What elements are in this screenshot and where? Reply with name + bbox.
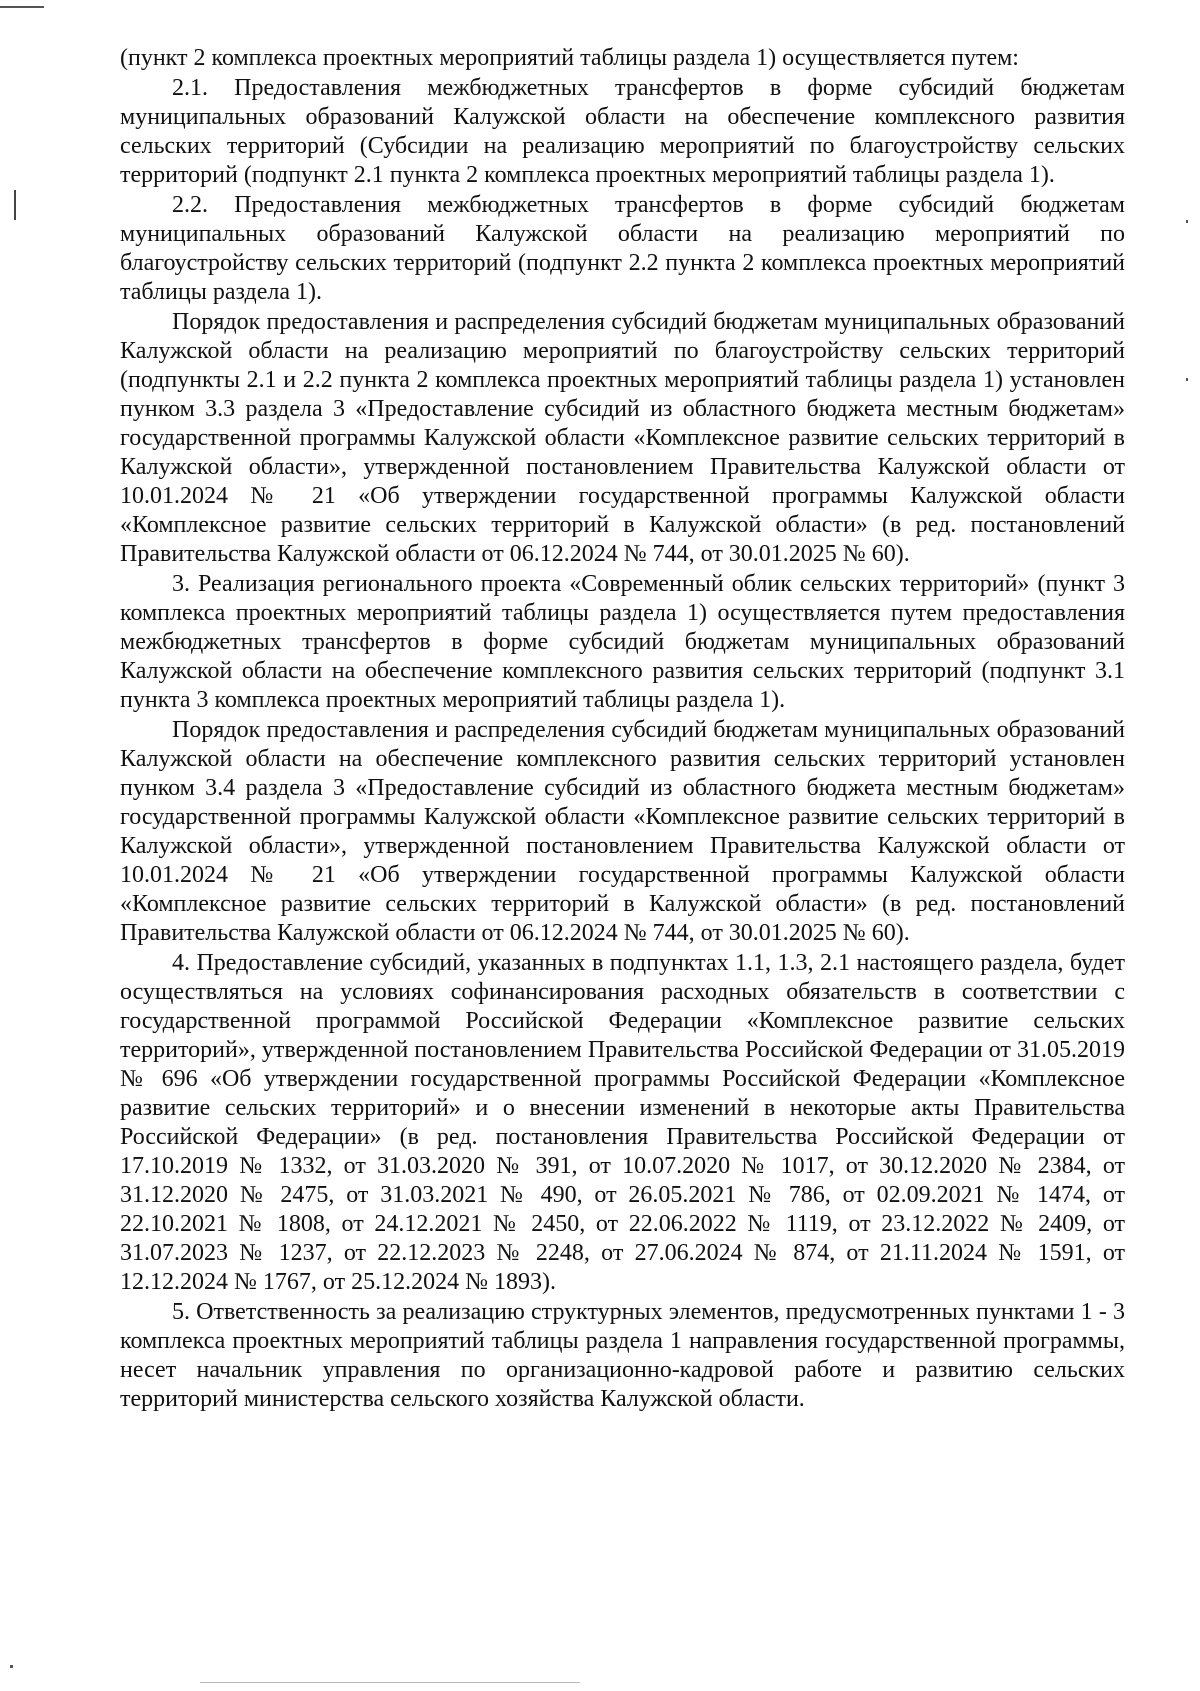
paragraph-procedure-3: Порядок предоставления и распределения субсидий бюджетам муниципальных образований Калужской области на обеспечение комплексного развития сельских территорий установлен пунком 3.4 раздела 3 «Предоставление субсидий из областного бюджета местным бюджетам» государственной программы Калужской области «Комплексное развитие сельских территорий в Калужской области», утвержденной постановлением Правительства Калужской области от 10.01.2024 № 21 «Об утверждении государственной программы Калужской области «Комплексное развитие сельских территорий в Калужской области» (в ред. постановлений Правительства Калужской области от 06.12.2024 № 744, от 30.01.2025 № 60).	[120, 717, 1125, 946]
scan-artifact-bottom-line	[200, 1682, 580, 1683]
paragraph-5: 5. Ответственность за реализацию структурных элементов, предусмотренных пунктами 1 - 3 комплекса проектных мероприятий таблицы раздела 1 направления государственной программы, несет начальник управления по организационно-кадровой работе и развитию сельских территорий министерства сельского хозяйства Калужской области.	[120, 1299, 1125, 1412]
scan-artifact-bottom-left	[10, 1665, 13, 1668]
document-body	[120, 44, 1125, 1415]
paragraph-procedure-2: Порядок предоставления и распределения субсидий бюджетам муниципальных образований Калужской области на реализацию мероприятий по благоустройству сельских территорий (подпункты 2.1 и 2.2 пункта 2 комплекса проектных мероприятий таблицы раздела 1) установлен пунком 3.3 раздела 3 «Предоставление субсидий из областного бюджета местным бюджетам» государственной программы Калужской области «Комплексное развитие сельских территорий в Калужской области», утвержденной постановлением Правительства Калужской области от 10.01.2024 № 21 «Об утверждении государственной программы Калужской области «Комплексное развитие сельских территорий в Калужской области» (в ред. постановлений Правительства Калужской области от 06.12.2024 № 744, от 30.01.2025 № 60).	[120, 309, 1125, 567]
scan-artifact-top-left	[0, 6, 44, 8]
paragraph-2-1: 2.1. Предоставления межбюджетных трансфертов в форме субсидий бюджетам муниципальных образований Калужской области на обеспечение комплексного развития сельских территорий (Субсидии на реализацию мероприятий по благоустройству сельских территорий (подпункт 2.1 пункта 2 комплекса проектных мероприятий таблицы раздела 1).	[120, 75, 1125, 188]
scan-artifact-right-dot	[1186, 220, 1188, 223]
paragraph-continuation: (пункт 2 комплекса проектных мероприятий таблицы раздела 1) осуществляется путем:	[120, 45, 1019, 71]
paragraph-3: 3. Реализация регионального проекта «Современный облик сельских территорий» (пункт 3 комплекса проектных мероприятий таблицы раздела 1) осуществляется путем предоставления межбюджетных трансфертов в форме субсидий бюджетам муниципальных образований Калужской области на обеспечение комплексного развития сельских территорий (подпункт 3.1 пункта 3 комплекса проектных мероприятий таблицы раздела 1).	[120, 571, 1125, 713]
scan-artifact-left-bar	[14, 190, 16, 220]
paragraph-4: 4. Предоставление субсидий, указанных в подпунктах 1.1, 1.3, 2.1 настоящего раздела, будет осуществляться на условиях софинансирования расходных обязательств в соответствии с государственной программой Российской Федерации «Комплексное развитие сельских территорий», утвержденной постановлением Правительства Российской Федерации от 31.05.2019 № 696 «Об утверждении государственной программы Российской Федерации «Комплексное развитие сельских территорий» и о внесении изменений в некоторые акты Правительства Российской Федерации» (в ред. постановления Правительства Российской Федерации от 17.10.2019 № 1332, от 31.03.2020 № 391, от 10.07.2020 № 1017, от 30.12.2020 № 2384, от 31.12.2020 № 2475, от 31.03.2021 № 490, от 26.05.2021 № 786, от 02.09.2021 № 1474, от 22.10.2021 № 1808, от 24.12.2021 № 2450, от 22.06.2022 № 1119, от 23.12.2022 № 2409, от 31.07.2023 № 1237, от 22.12.2023 № 2248, от 27.06.2024 № 874, от 21.11.2024 № 1591, от 12.12.2024 № 1767, от 25.12.2024 № 1893).	[120, 950, 1125, 1295]
paragraph-2-2: 2.2. Предоставления межбюджетных трансфертов в форме субсидий бюджетам муниципальных образований Калужской области на реализацию мероприятий по благоустройству сельских территорий (подпункт 2.2 пункта 2 комплекса проектных мероприятий таблицы раздела 1).	[120, 192, 1125, 305]
scan-artifact-right-dot	[1186, 378, 1188, 381]
